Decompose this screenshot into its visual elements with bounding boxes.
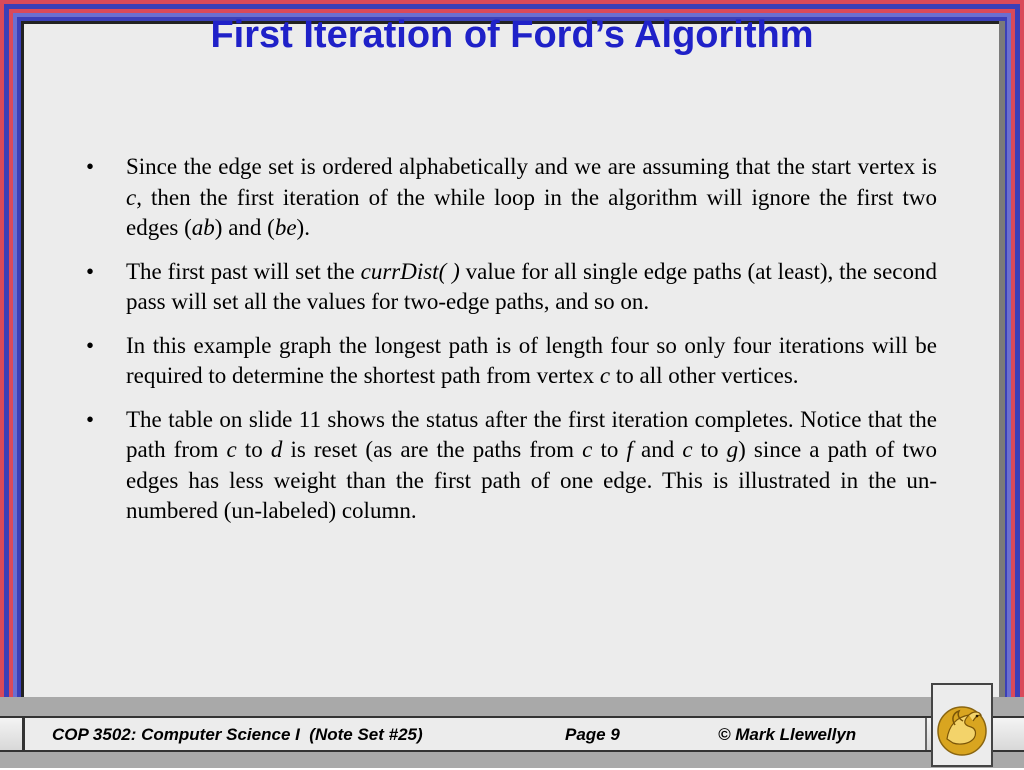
bullet-text: In this example graph the longest path is of length four so only four iterations will be required to determine the shortest path from vertex c to all other vertices. (126, 332, 937, 388)
footer-course: COP 3502: Computer Science I (Note Set #25) (52, 725, 423, 744)
bullet-item (86, 152, 937, 244)
bullet-dot: • (86, 406, 95, 432)
bullet-dot: • (86, 332, 95, 358)
logo-box (931, 683, 993, 767)
slide-shadow (999, 21, 1005, 701)
bullet-list (86, 152, 937, 540)
bullet-dot: • (86, 154, 95, 179)
bullet-item (86, 257, 937, 318)
footer-page-number: Page 9 (565, 725, 620, 744)
bullet-text: The table on slide 11 shows the status after the first iteration completes. Notice that the path from c to d is reset (as are the paths from c to f and c to g) since a path of two edges has less weight than the first path of one edge. This is illustrated in the un-numbered (un-labeled) column. (126, 406, 938, 523)
bullet-item (86, 405, 937, 527)
bullet-dot: • (86, 258, 95, 284)
footer-copyright: © Mark Llewellyn (718, 725, 857, 744)
slide-title: First Iteration of Ford’s Algorithm (210, 14, 814, 56)
bullet-text: Since the edge set is ordered alphabetically and we are assuming that the start vertex is c, then the first iteration of the while loop in the algorithm will ignore the first two edges (ab) and (be). (126, 154, 937, 240)
bullet-item (86, 331, 937, 392)
bullet-text: The first past will set the currDist( ) value for all single edge paths (at least), the second pass will set all the values for two-edge paths, and so on. (126, 258, 937, 314)
pegasus-logo-icon (933, 685, 991, 765)
